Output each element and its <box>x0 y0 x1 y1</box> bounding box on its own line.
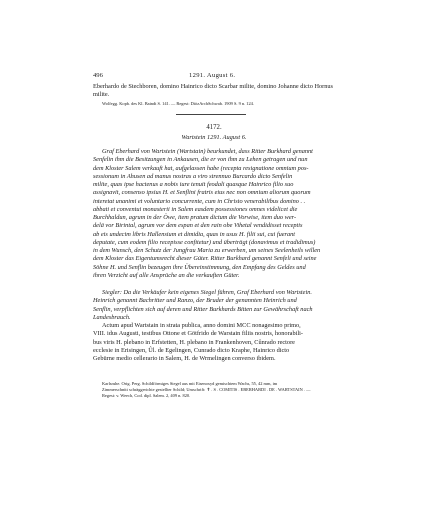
seal-note-line: Senflin, verpflichten sich auf deren und Ritter Burkhards Bitten zur Gewährschaft nach <box>93 305 313 313</box>
charter-text-line: Actum apud Wartstain in strata publica, anno domini MCC nonagesimo primo, <box>102 322 301 329</box>
footnote-line: Zimmerschnitt schräggerichte gestellter Schild; Umschrift: ✝ . S . COMITIS . EBERHARDI . DE . WARTSTAIN . — <box>102 387 311 392</box>
page-header <box>93 72 331 82</box>
regest-line: ihren Verzicht auf alle Ansprüche an die verkauften Güter. <box>93 271 240 279</box>
regest-line: Senfelin ihm die Besitzungen in Ankausen, die er von ihm zu Lehen getragen und nun <box>93 156 308 164</box>
regest-line: in dem Wunsch, den Schutz der Jungfrau Maria zu erwerben, um seines Seelenheils willen <box>93 247 321 254</box>
regest-line: interetat unanimi et voluntario concurrente, cum in Christo venerabilibus domino . . <box>93 197 306 205</box>
charter-text-line: VIII. idus Augusti, testibus Ottone et Götfrido de Warstain filiis nostris, honorabili- <box>93 330 303 338</box>
regest-line: dem Kloster Salem verkauft hat, aufgelassen habe (recepta resignatione omnium pos- <box>93 164 309 172</box>
footnote-line: Karlsruhe. Orig. Perg. Schildförmiges Siegel aus mit Eisenoxyd gemischtem Wachs, 55, 42 mm, im <box>102 381 278 386</box>
charter-text-line: bus viris H. plebano in Erfstetten, H. plebano in Frankenhoven, Cûnrado rectore <box>93 338 295 346</box>
regest-line: assignavit, consenso ipsius H. et Senflini fratris eius nec non omnium aliorum quorum <box>93 189 311 197</box>
regest-line: Graf Eberhard von Wartstein (Wartstain) beurkundet, dass Ritter Burkhard genannt <box>102 148 313 155</box>
footnote-line: Regest: v. Weech, Cod. dipl. Salem. 2, 409 n. 820. <box>102 393 191 398</box>
regest-line: ab eis undecim libris Hallensium et dimidia, quas in usus H. filii sui, cui fuerant <box>93 230 296 238</box>
previous-document-source: Wolfegg. Kopb. des Kl. Baindt S. 141. — Regest: DiözArchSchwab. 1909 S. 9 n. 124. <box>102 101 254 106</box>
seal-note-line: Heinrich genannt Bachritter und Ranzo, der Bruder der genannten Heinrich und <box>93 297 297 305</box>
section-divider <box>176 114 246 115</box>
seal-note-line: Landesbrauch. <box>93 313 131 321</box>
regest-block <box>93 148 333 280</box>
regest-line: milite, quas ipse hactenus a nobis iure tenuit feodali quasque Hainrico filio suo <box>93 181 294 188</box>
source-footnote <box>102 381 334 399</box>
document-place-date: Wartstein 1291. August 6. <box>181 134 247 141</box>
regest-line: abbati et conventui monasterii in Salem easdem possessiones omnes videlicet die <box>93 205 298 213</box>
charter-text-line: Gebürne medio cellerario in Salem, H. de Wrmelingen converso ibidem. <box>93 355 276 362</box>
regest-line: Söhne H. und Senflin bezeugen ihre Übereinstimmung, den Empfang des Geldes und <box>93 263 306 271</box>
previous-document-text: Eberhardo de Stechboren, domino Hainrico dicto Scarbar milite, domino Johanne dicto Hornus milite. <box>93 83 333 99</box>
seal-note-line: Siegler: Da die Verkäufer kein eigenes Siegel führen, Graf Eberhard von Wartstein. <box>102 289 312 296</box>
running-title: 1291. August 6. <box>189 72 236 79</box>
regest-line: Burchhaldun, agrum in der Öwe, item pratum dictum die Vorwise, item duo wer- <box>93 214 297 221</box>
charter-text-line: ecclesie in Erisingen, Ûl. de Egelingen, Cunrado dicto Kraphe, Hainrico dicto <box>93 346 290 354</box>
regest-line: delä vor Birintal, agrum vor dem espan et den rain obe Vihetal vendidisset receptis <box>93 222 303 230</box>
charter-text-block <box>93 322 333 363</box>
regest-line: dem Kloster das Eigentumsrecht dieser Güter. Ritter Burkhard genannt Senfeli und seine <box>93 255 317 263</box>
page-number: 496 <box>93 72 103 79</box>
seal-note-block <box>93 289 333 322</box>
regest-line: deputate, cum eodem filio recepisse confitetur) und überträgt (donavimus et tradidimus) <box>93 238 316 246</box>
regest-line: sessionum in Ahusen ad manus nostras a viro strennuo Burcardo dicto Senfelin <box>93 172 293 180</box>
document-number: 4172. <box>206 124 222 131</box>
